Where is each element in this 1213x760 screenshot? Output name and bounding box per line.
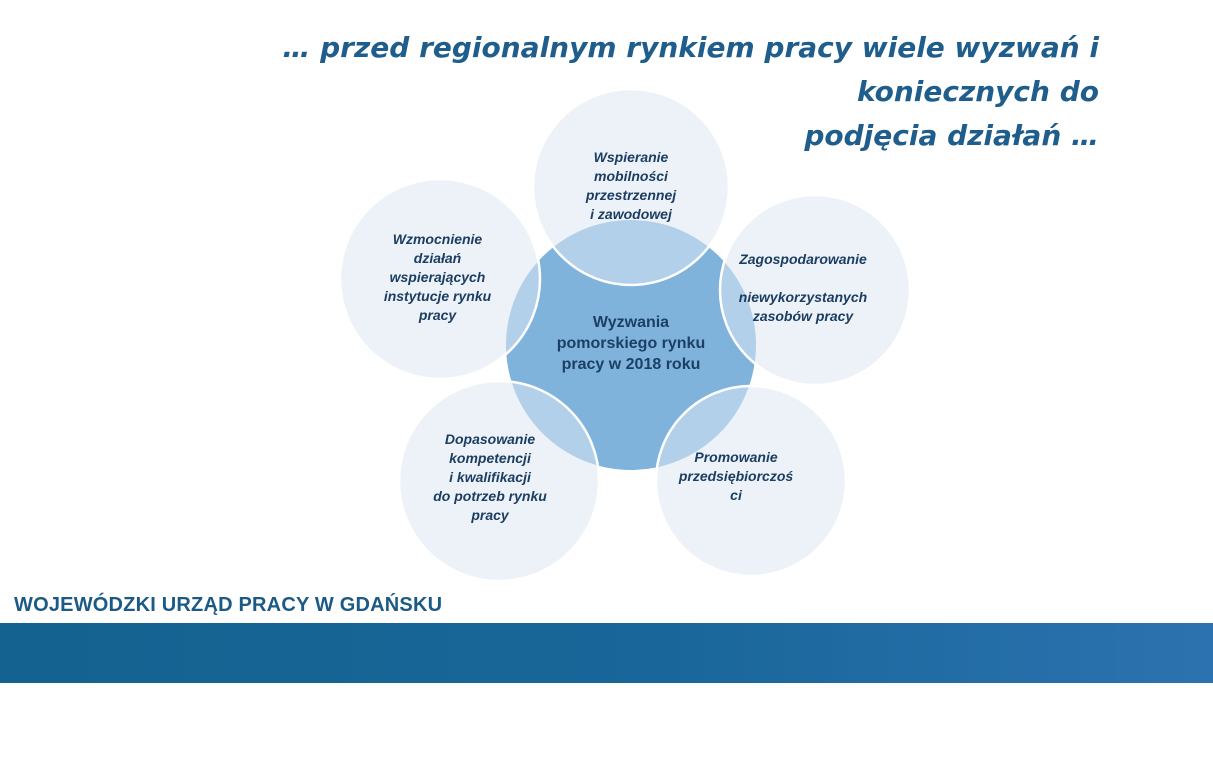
petal-label-bottom-right: Promowanie przedsiębiorczoś ci xyxy=(678,449,794,503)
petal-label-bottom-left: Dopasowanie kompetencji i kwalifikacji do potrzeb rynku pracy xyxy=(433,431,547,523)
slide-title-line-2: podjęcia działań … xyxy=(804,119,1099,152)
petal-label-left: Wzmocnienie działań wspierających instytucje rynku pracy xyxy=(383,231,492,323)
footer-band xyxy=(0,623,1213,683)
slide-title-line-1: … przed regionalnym rynkiem pracy wiele wyzwań i koniecznych do xyxy=(282,31,1099,108)
petal-label-top: Wspieranie mobilności przestrzennej i zawodowej xyxy=(585,149,677,222)
organization-name: WOJEWÓDZKI URZĄD PRACY W GDAŃSKU xyxy=(14,594,443,616)
petal-label-right: Zagospodarowanie niewykorzystanych zasobów pracy xyxy=(738,251,868,324)
center-label: Wyzwania pomorskiego rynku pracy w 2018 roku xyxy=(556,314,706,373)
